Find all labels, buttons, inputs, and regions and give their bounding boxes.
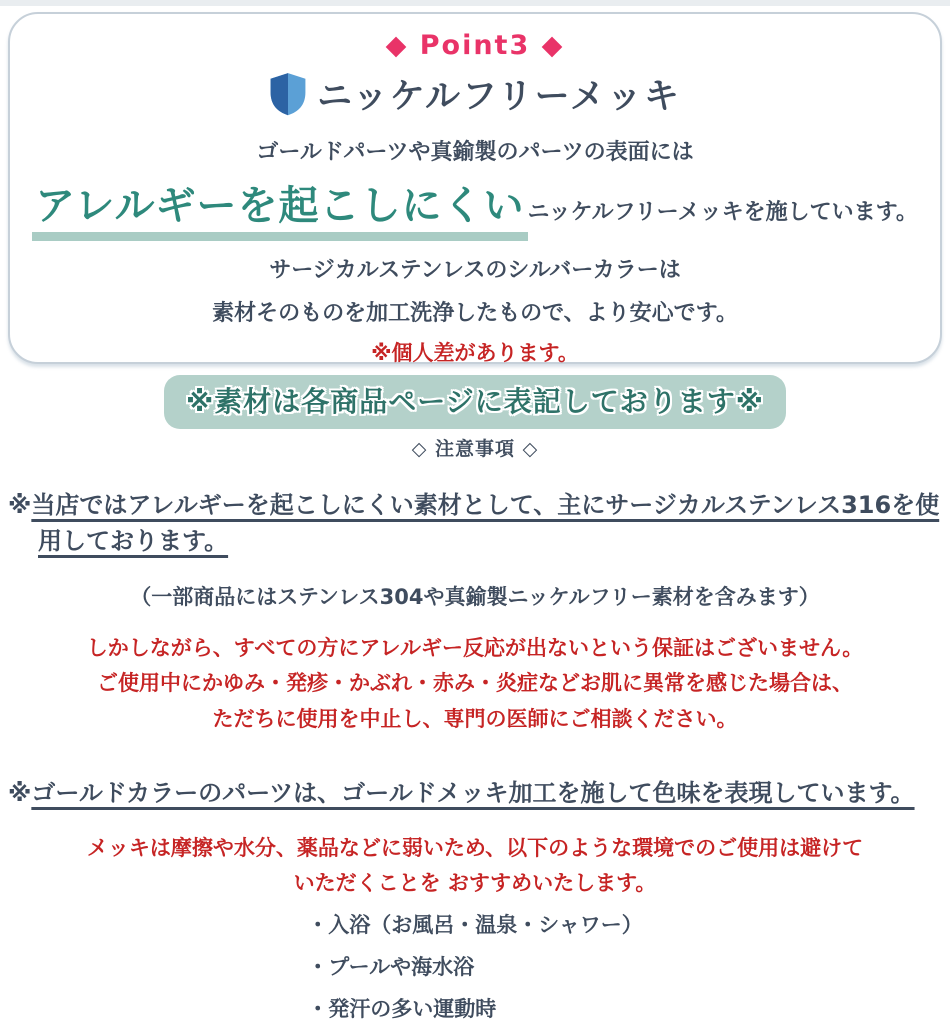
material-note-pill: ※素材は各商品ページに表記しております※ <box>164 375 786 429</box>
intro-line: ゴールドパーツや真鍮製のパーツの表面には <box>256 140 694 165</box>
avoid-list <box>307 915 643 1020</box>
warning-line: ご使用中にかゆみ・発疹・かぶれ・赤み・炎症などお肌に異常を感じた場合は、 <box>97 671 853 696</box>
title-row <box>10 69 940 119</box>
caution-item-gold <box>8 775 942 811</box>
avoid-list-item: ・発汗の多い運動時 <box>307 997 497 1021</box>
avoid-list-item: ・入浴（お風呂・温泉・シャワー） <box>307 913 643 938</box>
highlight-suffix: ニッケルフリーメッキを施しています。 <box>527 200 918 225</box>
plating-warning-paragraph <box>0 831 950 902</box>
point-box <box>8 12 942 418</box>
warning-line: しかしながら、すべての方にアレルギー反応が出ないという保証はございません。 <box>86 636 864 660</box>
allergy-highlight: アレルギーを起こしにくい <box>32 174 527 241</box>
shield-icon <box>269 71 307 117</box>
silver-line-1: サージカルステンレスのシルバーカラーは <box>269 258 681 283</box>
warning-line: メッキは摩擦や水分、薬品などに弱いため、以下のような環境でのご使用は避けて <box>86 835 864 860</box>
warning-line: いただくことを おすすめいたします。 <box>293 871 657 896</box>
caution-heading: ◇ 注意事項 ◇ <box>411 438 539 460</box>
section-divider <box>0 0 950 6</box>
silver-line-2: 素材そのものを加工洗浄したもので、より安心です。 <box>212 301 738 326</box>
reference-mark: ※ <box>8 778 32 807</box>
highlight-row <box>10 174 940 241</box>
point-title: ニッケルフリーメッキ <box>317 77 681 117</box>
caution-item-surgical-text: 当店ではアレルギーを起こしにくい素材として、主にサージカルステンレス316を使用しております。 <box>31 491 940 555</box>
warning-line: ただちに使用を中止し、専門の医師にご相談ください。 <box>212 706 738 731</box>
caution-item-note: （一部商品にはステンレス304や真鍮製ニッケルフリー素材を含みます） <box>130 585 820 609</box>
point-badge: ◆ Point3 ◆ <box>385 30 565 61</box>
caution-item-gold-text: ゴールドカラーのパーツは、ゴールドメッキ加工を施して色味を表現しています。 <box>31 778 915 807</box>
avoid-list-item: ・プールや海水浴 <box>307 955 475 980</box>
individual-differences-note: ※個人差があります。 <box>371 341 579 365</box>
reference-mark: ※ <box>8 491 32 519</box>
caution-item-surgical <box>8 487 942 559</box>
allergy-warning-paragraph <box>0 631 950 737</box>
